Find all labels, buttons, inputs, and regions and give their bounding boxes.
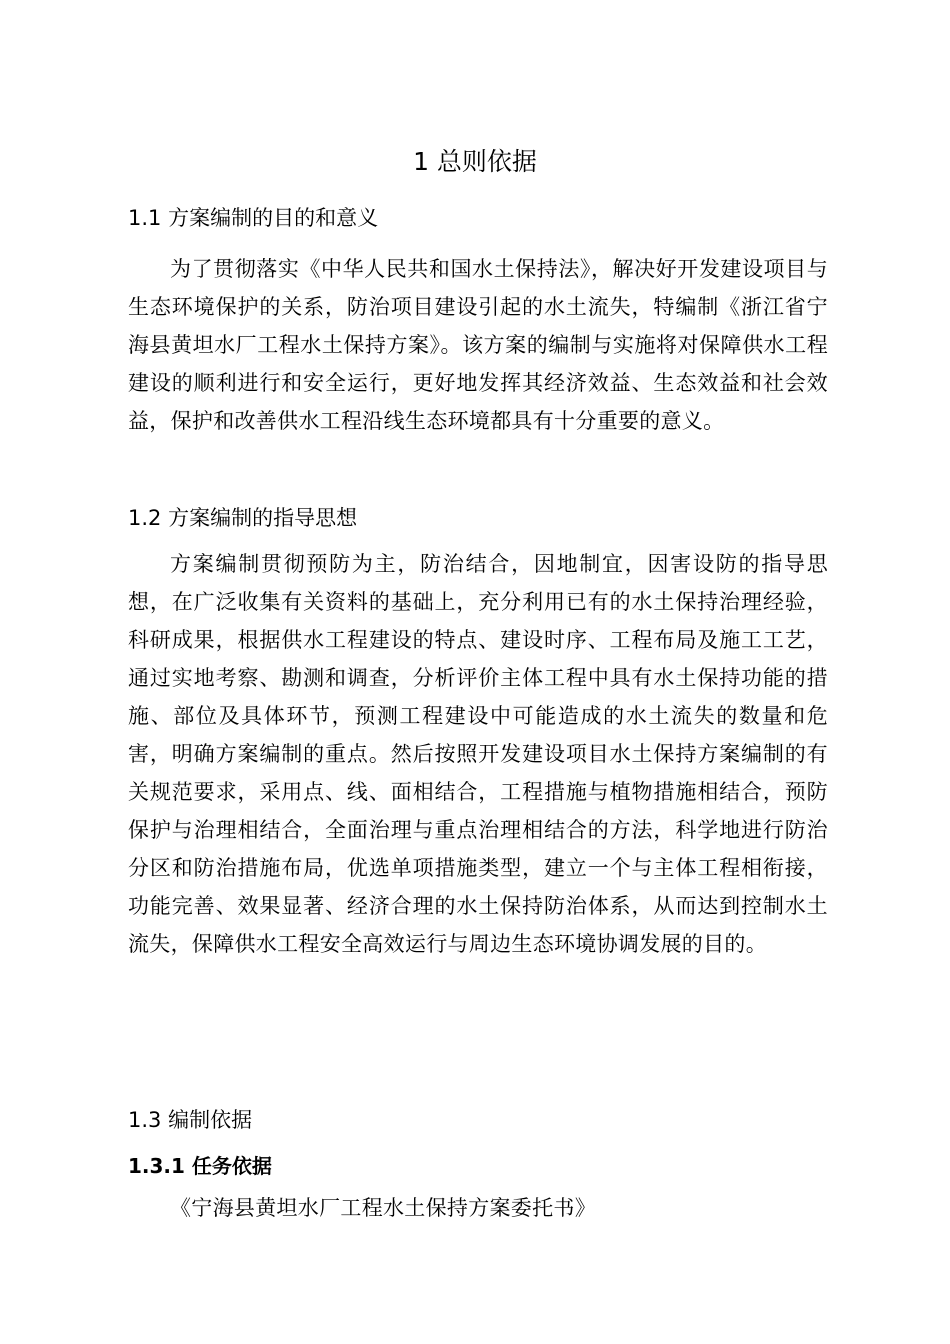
chapter-title: 1 总则依据 [413, 147, 537, 176]
section-title-1-3: 1.3 编制依据 [128, 1108, 253, 1132]
paragraph-guiding-ideology: 方案编制贯彻预防为主，防治结合，因地制宜，因害设防的指导思想，在广泛收集有关资料的基础上，充分利用已有的水土保持治理经验，科研成果，根据供水工程建设的特点、建设时序、工程布局及施工工艺，通过实地考察、勘测和调查，分析评价主体工程中具有水土保持功能的措施、部位及具体环节，预测工程建设中可能造成的水土流失的数量和危害，明确方案编制的重点。然后按照开发建设项目水土保持方案编制的有关规范要求，采用点、线、面相结合，工程措施与植物措施相结合，预防保护与治理相结合，全面治理与重点治理相结合的方法，科学地进行防治分区和防治措施布局，优选单项措施类型，建立一个与主体工程相衔接，功能完善、效果显著、经济合理的水土保持防治体系，从而达到控制水土流失，保障供水工程安全高效运行与周边生态环境协调发展的目的。 [128, 552, 828, 956]
paragraph-task-basis: 《宁海县黄坦水厂工程水土保持方案委托书》 [170, 1196, 596, 1220]
section-title-1-2: 1.2 方案编制的指导思想 [128, 506, 358, 530]
subsection-title-1-3-1: 1.3.1 任务依据 [128, 1154, 272, 1178]
section-title-1-1: 1.1 方案编制的目的和意义 [128, 206, 379, 230]
paragraph-purpose: 为了贯彻落实《中华人民共和国水土保持法》，解决好开发建设项目与生态环境保护的关系，防治项目建设引起的水土流失，特编制《浙江省宁海县黄坦水厂工程水土保持方案》。该方案的编制与实施将对保障供水工程建设的顺利进行和安全运行，更好地发挥其经济效益、生态效益和社会效益，保护和改善供水工程沿线生态环境都具有十分重要的意义。 [128, 257, 828, 433]
